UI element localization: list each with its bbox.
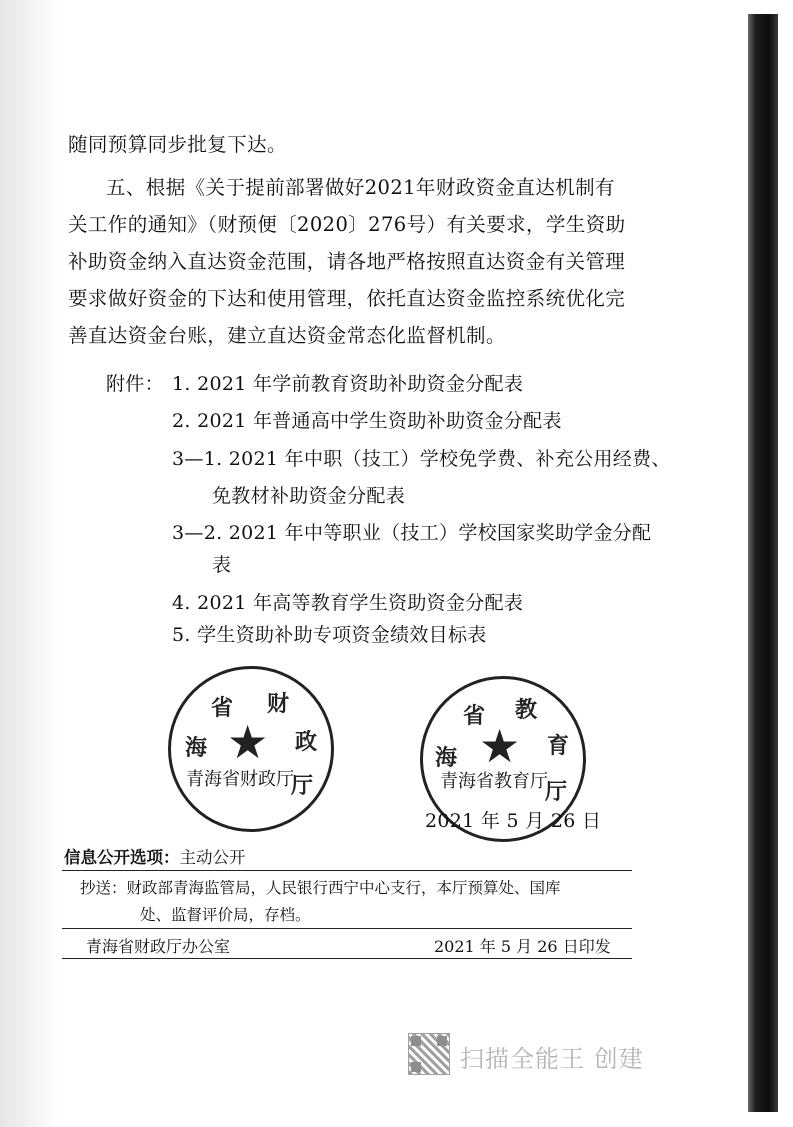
seal-arc-char: 省	[211, 695, 234, 721]
divider-bottom	[62, 958, 632, 959]
seal-arc-char: 海	[435, 745, 458, 771]
attachment-item-3-1-cont: 免教材补助资金分配表	[212, 485, 406, 507]
attachment-item-2: 2. 2021 年普通高中学生资助补助资金分配表	[172, 410, 562, 432]
footer-printed-date: 2021 年 5 月 26 日印发	[434, 937, 611, 956]
footer-office: 青海省财政厅办公室	[86, 937, 231, 956]
body-line-1: 随同预算同步批复下达。	[68, 133, 287, 156]
attachment-item-4: 4. 2021 年高等教育学生资助资金分配表	[172, 592, 524, 614]
body-line-6: 善直达资金台账，建立直达资金常态化监督机制。	[68, 324, 506, 347]
scan-shadow	[0, 0, 60, 1127]
info-disclosure	[64, 844, 246, 868]
seal-arc-char: 政	[295, 729, 318, 755]
body-line-4: 补助资金纳入直达资金范围，请各地严格按照直达资金有关管理	[68, 250, 626, 273]
scanner-watermark	[408, 1033, 648, 1077]
seal-star-icon: ★	[479, 719, 521, 773]
qr-code-icon	[408, 1033, 450, 1075]
seal-arc-char: 教	[515, 697, 538, 723]
attachment-item-3-2-cont: 表	[212, 554, 232, 576]
seal-arc-char: 育	[547, 733, 570, 759]
attachment-item-3-2: 3—2. 2021 年中等职业（技工）学校国家奖助学金分配	[172, 522, 652, 544]
divider-top	[62, 870, 632, 871]
body-line-3: 关工作的通知》（财预便〔2020〕276号）有关要求，学生资助	[68, 213, 626, 236]
watermark-text: 扫描全能王 创建	[460, 1045, 644, 1073]
issue-date: 2021 年 5 月 26 日	[425, 810, 602, 832]
attachment-item-1: 1. 2021 年学前教育资助补助资金分配表	[172, 373, 524, 395]
body-line-2: 五、根据《关于提前部署做好2021年财政资金直达机制有	[106, 176, 615, 199]
attachment-item-5: 5. 学生资助补助专项资金绩效目标表	[172, 624, 487, 646]
seal-arc-char: 海	[185, 735, 208, 761]
seal-star-icon: ★	[227, 715, 269, 769]
divider-middle	[62, 928, 632, 929]
body-line-5: 要求做好资金的下达和使用管理，依托直达资金监控系统优化完	[68, 287, 626, 310]
attachment-item-3-1: 3—1. 2021 年中职（技工）学校免学费、补充公用经费、	[172, 448, 671, 470]
attachments-label: 附件：	[106, 373, 164, 395]
info-disclosure-value: 主动公开	[179, 848, 246, 867]
finance-dept-name: 青海省财政厅	[186, 769, 294, 790]
cc-line-2: 处、监督评价局，存档。	[140, 906, 311, 924]
finance-dept-seal	[168, 666, 334, 832]
scan-edge-strip	[748, 14, 778, 1112]
seal-arc-char: 财	[267, 691, 290, 717]
info-disclosure-label: 信息公开选项：	[64, 848, 180, 867]
education-dept-name: 青海省教育厅	[440, 771, 548, 792]
seal-arc-char: 省	[463, 703, 486, 729]
seal-arc-char: 厅	[545, 779, 568, 805]
seal-arc-char: 厅	[291, 773, 314, 799]
cc-line-1: 抄送：财政部青海监管局，人民银行西宁中心支行，本厅预算处、国库	[80, 879, 561, 897]
